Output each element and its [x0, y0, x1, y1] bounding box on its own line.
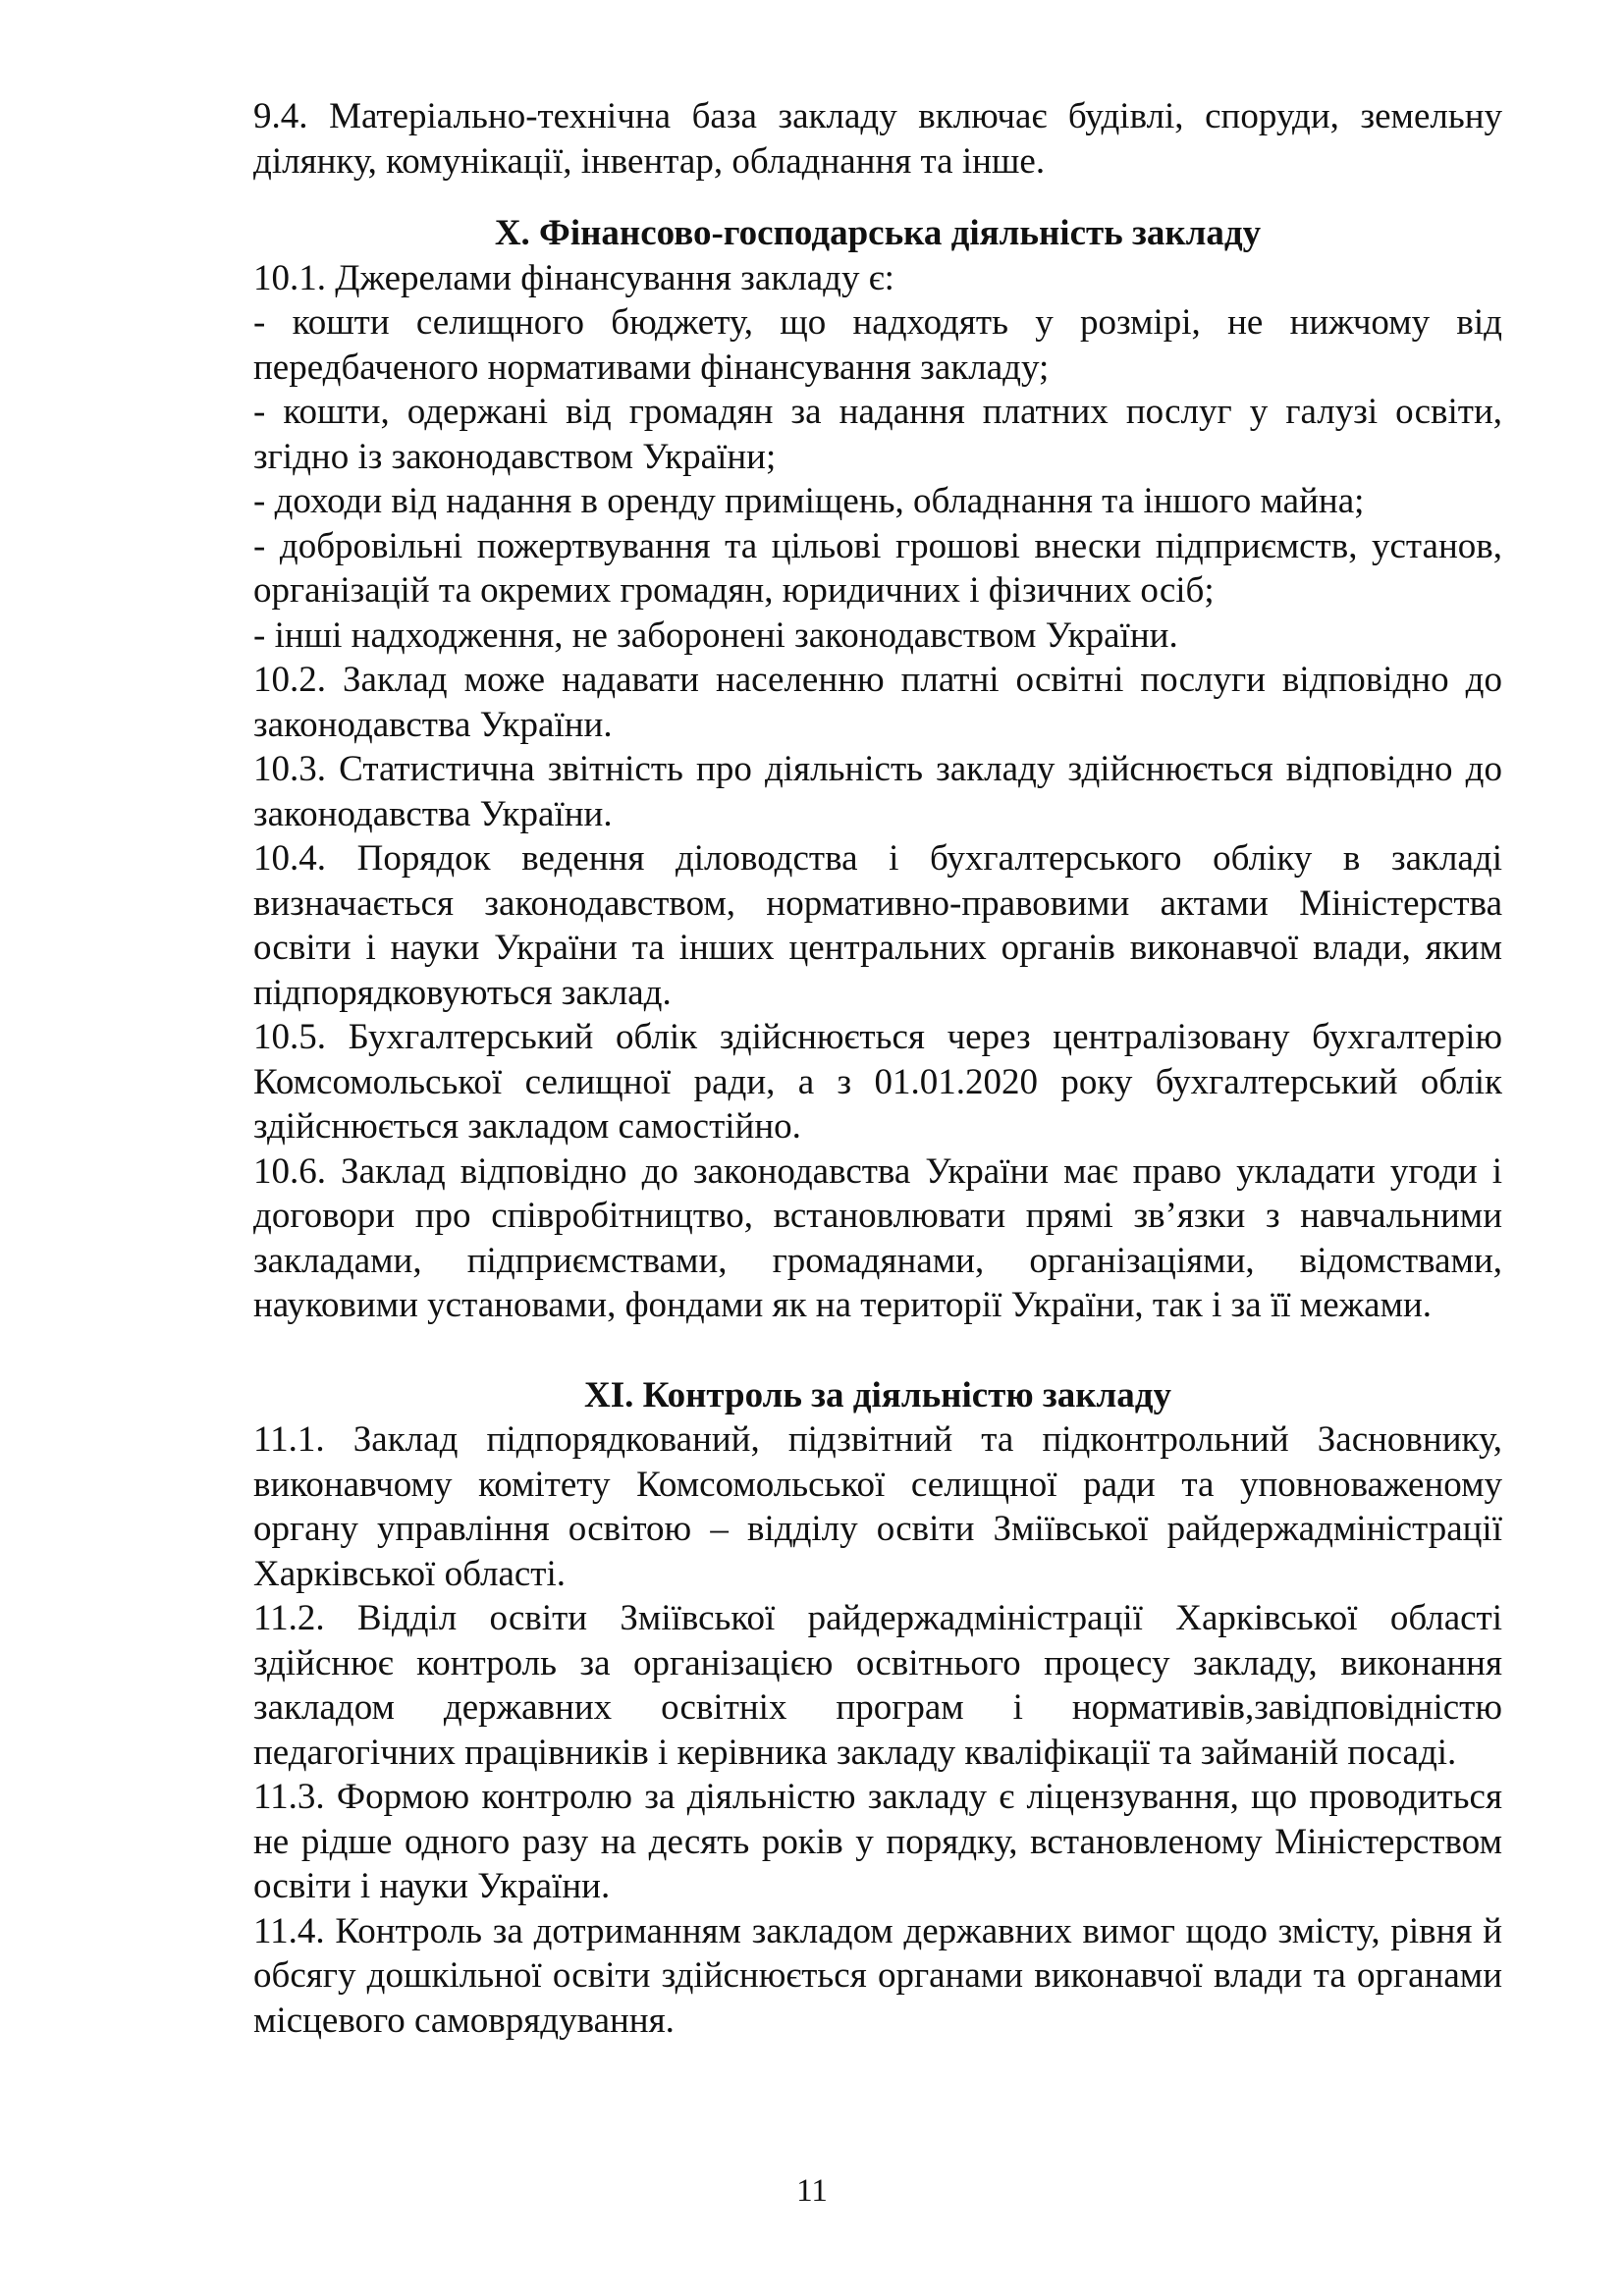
paragraph-10-4: 10.4. Порядок ведення діловодства і бухгалтерського обліку в закладі визначається законодавством, нормативно-правовими актами Міністерства освіти і науки України та інших центральних органів виконавчої влади, яким підпорядковуються заклад.	[253, 838, 1502, 1013]
paragraph-11-1: 11.1. Заклад підпорядкований, підзвітний та підконтрольний Засновнику, виконавчому комітету Комсомольської селищної ради та уповноваженому органу управління освітою – відділу освіти Зміївської райдержадміністрації Харківської області.	[253, 1419, 1502, 1594]
paragraph-11-2: 11.2. Відділ освіти Зміївської райдержадміністрації Харківської області здійснює контроль за організацією освітнього процесу закладу, виконання закладом державних освітніх програм і нормативів,завідповідністю педагогічних працівників і керівника закладу кваліфікації та займаній посаді.	[253, 1598, 1502, 1773]
section-x-heading: X. Фінансово-господарська діяльність закладу	[494, 213, 1262, 253]
section-xi-heading: XI. Контроль за діяльністю закладу	[583, 1374, 1172, 1415]
paragraph-10-3: 10.3. Статистична звітність про діяльність закладу здійснюється відповідно до законодавства України.	[253, 749, 1502, 834]
list-item-rent-income: - доходи від надання в оренду приміщень, обладнання та іншого майна;	[253, 481, 1365, 521]
paragraph-10-6: 10.6. Заклад відповідно до законодавства України має право укладати угоди і договори про співробітництво, встановлювати прямі зв’язки з навчальними закладами, підприємствами, громадянами, організаціями, відомствами, науковими установами, фондами як на території України, так і за її межами.	[253, 1150, 1502, 1325]
page-number: 11	[796, 2173, 828, 2209]
paragraph-11-3: 11.3. Формою контролю за діяльністю закладу є ліцензування, що проводиться не рідше одного разу на десять років у порядку, встановленому Міністерством освіти і науки України.	[253, 1777, 1502, 1906]
paragraph-10-2: 10.2. Заклад може надавати населенню платні освітні послуги відповідно до законодавства України.	[253, 660, 1502, 745]
list-item-budget: - кошти селищного бюджету, що надходять у розмірі, не нижчому від передбаченого нормативами фінансування закладу;	[253, 302, 1502, 388]
spacer	[253, 1328, 1502, 1373]
list-item-paid-services: - кошти, одержані від громадян за надання платних послуг у галузі освіти, згідно із законодавством України;	[253, 392, 1502, 477]
paragraph-9-4: 9.4. Матеріально-технічна база закладу включає будівлі, споруди, земельну ділянку, комунікації, інвентар, обладнання та інше.	[253, 96, 1502, 182]
paragraph-11-4: 11.4. Контроль за дотриманням закладом державних вимог щодо змісту, рівня й обсягу дошкільної освіти здійснюється органами виконавчої влади та органами місцевого самоврядування.	[253, 1910, 1502, 2041]
spacer	[253, 184, 1502, 211]
list-item-other-income: - інші надходження, не заборонені законодавством України.	[253, 614, 1178, 656]
paragraph-10-1: 10.1. Джерелами фінансування закладу є:	[253, 257, 894, 298]
document-body	[253, 94, 1502, 2043]
list-item-donations: - добровільні пожертвування та цільові грошові внески підприємств, установ, організацій та окремих громадян, юридичних і фізичних осіб;	[253, 525, 1502, 611]
paragraph-10-5: 10.5. Бухгалтерський облік здійснюється через централізовану бухгалтерію Комсомольської селищної ради, а з 01.01.2020 року бухгалтерський облік здійснюється закладом самостійно.	[253, 1017, 1502, 1147]
